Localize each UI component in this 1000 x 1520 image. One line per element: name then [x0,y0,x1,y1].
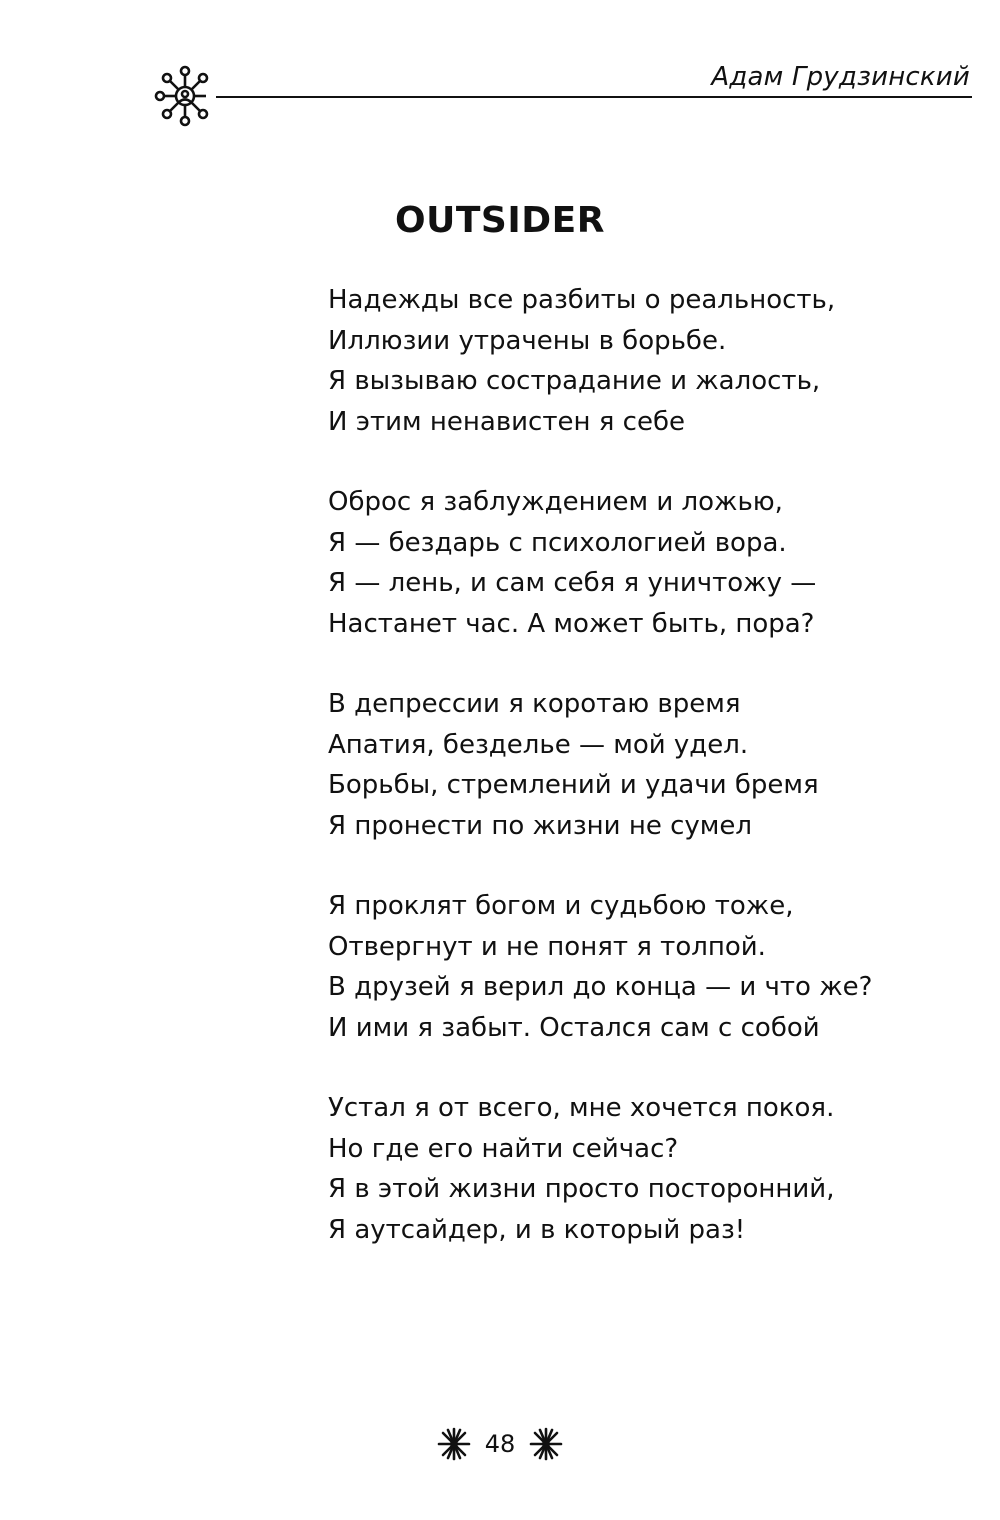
poem-line: Настанет час. А может быть, пора? [328,608,815,639]
poem-line: Я — бездарь с психологией вора. [328,527,787,558]
poem-line: И этим ненавистен я себе [328,406,685,437]
stanza-2 [328,482,968,644]
poem-line: Апатия, безделье — мой удел. [328,729,749,760]
poem-line: Я — лень, и сам себя я уничтожу — [328,568,817,598]
poem-line: Я проклят богом и судьбою тоже, [328,891,794,921]
stanza-4 [328,886,968,1048]
poem-line: Но где его найти сейчас? [328,1133,679,1164]
flower-ornament-icon [150,56,220,132]
poem-line: Устал я от всего, мне хочется покоя. [328,1093,835,1123]
header-rule [216,96,972,98]
page-footer [0,1424,1000,1464]
poem-line: Я в этой жизни просто посторонний, [328,1174,835,1204]
poem-line: В депрессии я коротаю время [328,689,741,719]
page-number: 48 [484,1430,516,1458]
poem-line: Я вызываю сострадание и жалость, [328,366,821,396]
poem-line: Надежды все разбиты о реальность, [328,285,836,315]
poem-line: Я аутсайдер, и в который раз! [328,1214,746,1245]
poem-line: Я пронести по жизни не сумел [328,810,752,841]
star-ornament-icon [437,1427,471,1461]
running-header [150,56,972,136]
stanza-5 [328,1088,968,1250]
stanza-3 [328,684,968,846]
poem-line: И ими я забыт. Остался сам с собой [328,1012,820,1043]
poem-line: Борьбы, стремлений и удачи бремя [328,770,819,800]
poem-line: Иллюзии утрачены в борьбе. [328,325,727,356]
star-ornament-icon [529,1427,563,1461]
poem-title: OUTSIDER [395,200,605,241]
running-header-author: Адам Грудзинский [711,62,970,92]
poem-line: Отвергнут и не понят я толпой. [328,931,766,962]
poem-line: В друзей я верил до конца — и что же? [328,972,873,1002]
poem-body [328,280,968,1290]
stanza-1 [328,280,968,442]
poem-line: Оброс я заблуждением и ложью, [328,487,783,517]
